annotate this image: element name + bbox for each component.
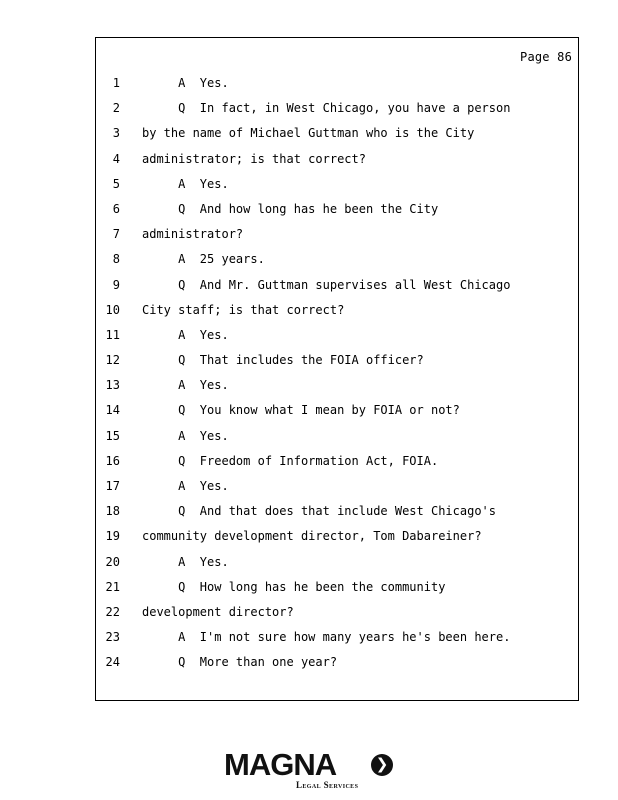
line-text: A 25 years.	[142, 252, 265, 267]
line-text: Q That includes the FOIA officer?	[142, 353, 424, 368]
line-number: 7	[112, 227, 120, 242]
transcript-line	[96, 225, 578, 250]
line-number: 13	[105, 378, 120, 393]
line-number: 16	[105, 453, 120, 468]
transcript-line	[96, 200, 578, 225]
transcript-line	[96, 376, 578, 401]
line-number: 21	[105, 579, 120, 594]
line-number: 22	[105, 604, 120, 619]
transcript-line	[96, 578, 578, 603]
transcript-line	[96, 326, 578, 351]
transcript-line	[96, 427, 578, 452]
page-number: Page 86	[520, 50, 572, 64]
line-text: Q And how long has he been the City	[142, 201, 439, 216]
line-number: 11	[105, 327, 120, 342]
line-text: by the name of Michael Guttman who is the City	[142, 126, 475, 141]
line-text: A Yes.	[142, 176, 229, 191]
logo-subtitle: Legal Services	[296, 780, 359, 790]
line-text: A Yes.	[142, 479, 229, 493]
line-number: 12	[105, 353, 120, 368]
transcript-line	[96, 351, 578, 376]
transcript-line	[96, 477, 578, 502]
line-text: A Yes.	[142, 554, 229, 569]
magna-logo	[224, 748, 396, 794]
line-number: 2	[112, 101, 120, 116]
line-text: Q How long has he been the community	[142, 579, 446, 594]
transcript-line	[96, 502, 578, 527]
line-number: 18	[105, 504, 120, 519]
line-text: A Yes.	[142, 327, 229, 342]
transcript-line	[96, 276, 578, 301]
transcript-line	[96, 653, 578, 678]
line-number: 17	[105, 479, 120, 493]
transcript-line	[96, 250, 578, 275]
line-number: 1	[112, 76, 120, 90]
line-text: Q And Mr. Guttman supervises all West Chicago	[142, 277, 511, 292]
line-text: administrator?	[142, 227, 244, 242]
line-number: 24	[105, 655, 120, 670]
line-number: 20	[105, 554, 120, 569]
line-text: Q In fact, in West Chicago, you have a person	[142, 101, 511, 116]
line-number: 19	[105, 529, 120, 544]
transcript-line	[96, 301, 578, 326]
line-text: community development director, Tom Dabareiner?	[142, 529, 482, 544]
line-number: 3	[112, 126, 120, 141]
transcript-line	[96, 553, 578, 578]
transcript-line	[96, 452, 578, 477]
line-text: Q More than one year?	[142, 655, 338, 670]
line-text: administrator; is that correct?	[142, 151, 366, 166]
line-number: 23	[105, 630, 120, 645]
transcript-line	[96, 124, 578, 149]
line-number: 14	[105, 403, 120, 418]
line-text: Q You know what I mean by FOIA or not?	[142, 403, 460, 418]
line-number: 4	[112, 151, 120, 166]
line-number: 6	[112, 201, 120, 216]
chevron-right-circle-icon: ❯	[371, 754, 393, 776]
line-text: A Yes.	[142, 428, 229, 443]
transcript-line	[96, 603, 578, 628]
line-text: Q And that does that include West Chicago's	[142, 504, 497, 519]
transcript-line	[96, 628, 578, 653]
line-number: 5	[112, 176, 120, 191]
transcript-line	[96, 527, 578, 552]
line-text: A Yes.	[142, 378, 229, 393]
line-text: A I'm not sure how many years he's been here.	[142, 630, 511, 645]
transcript-line	[96, 175, 578, 200]
logo-wordmark: MAGNA	[224, 747, 337, 782]
line-number: 10	[105, 302, 120, 317]
transcript-line	[96, 74, 578, 99]
line-text: Q Freedom of Information Act, FOIA.	[142, 453, 439, 468]
transcript-lines	[96, 74, 578, 679]
line-number: 15	[105, 428, 120, 443]
line-text: A Yes.	[142, 76, 229, 90]
line-text: development director?	[142, 604, 294, 619]
transcript-line	[96, 401, 578, 426]
transcript-line	[96, 99, 578, 124]
transcript-line	[96, 150, 578, 175]
line-text: City staff; is that correct?	[142, 302, 345, 317]
line-number: 9	[112, 277, 120, 292]
transcript-page	[95, 37, 579, 701]
line-number: 8	[112, 252, 120, 267]
